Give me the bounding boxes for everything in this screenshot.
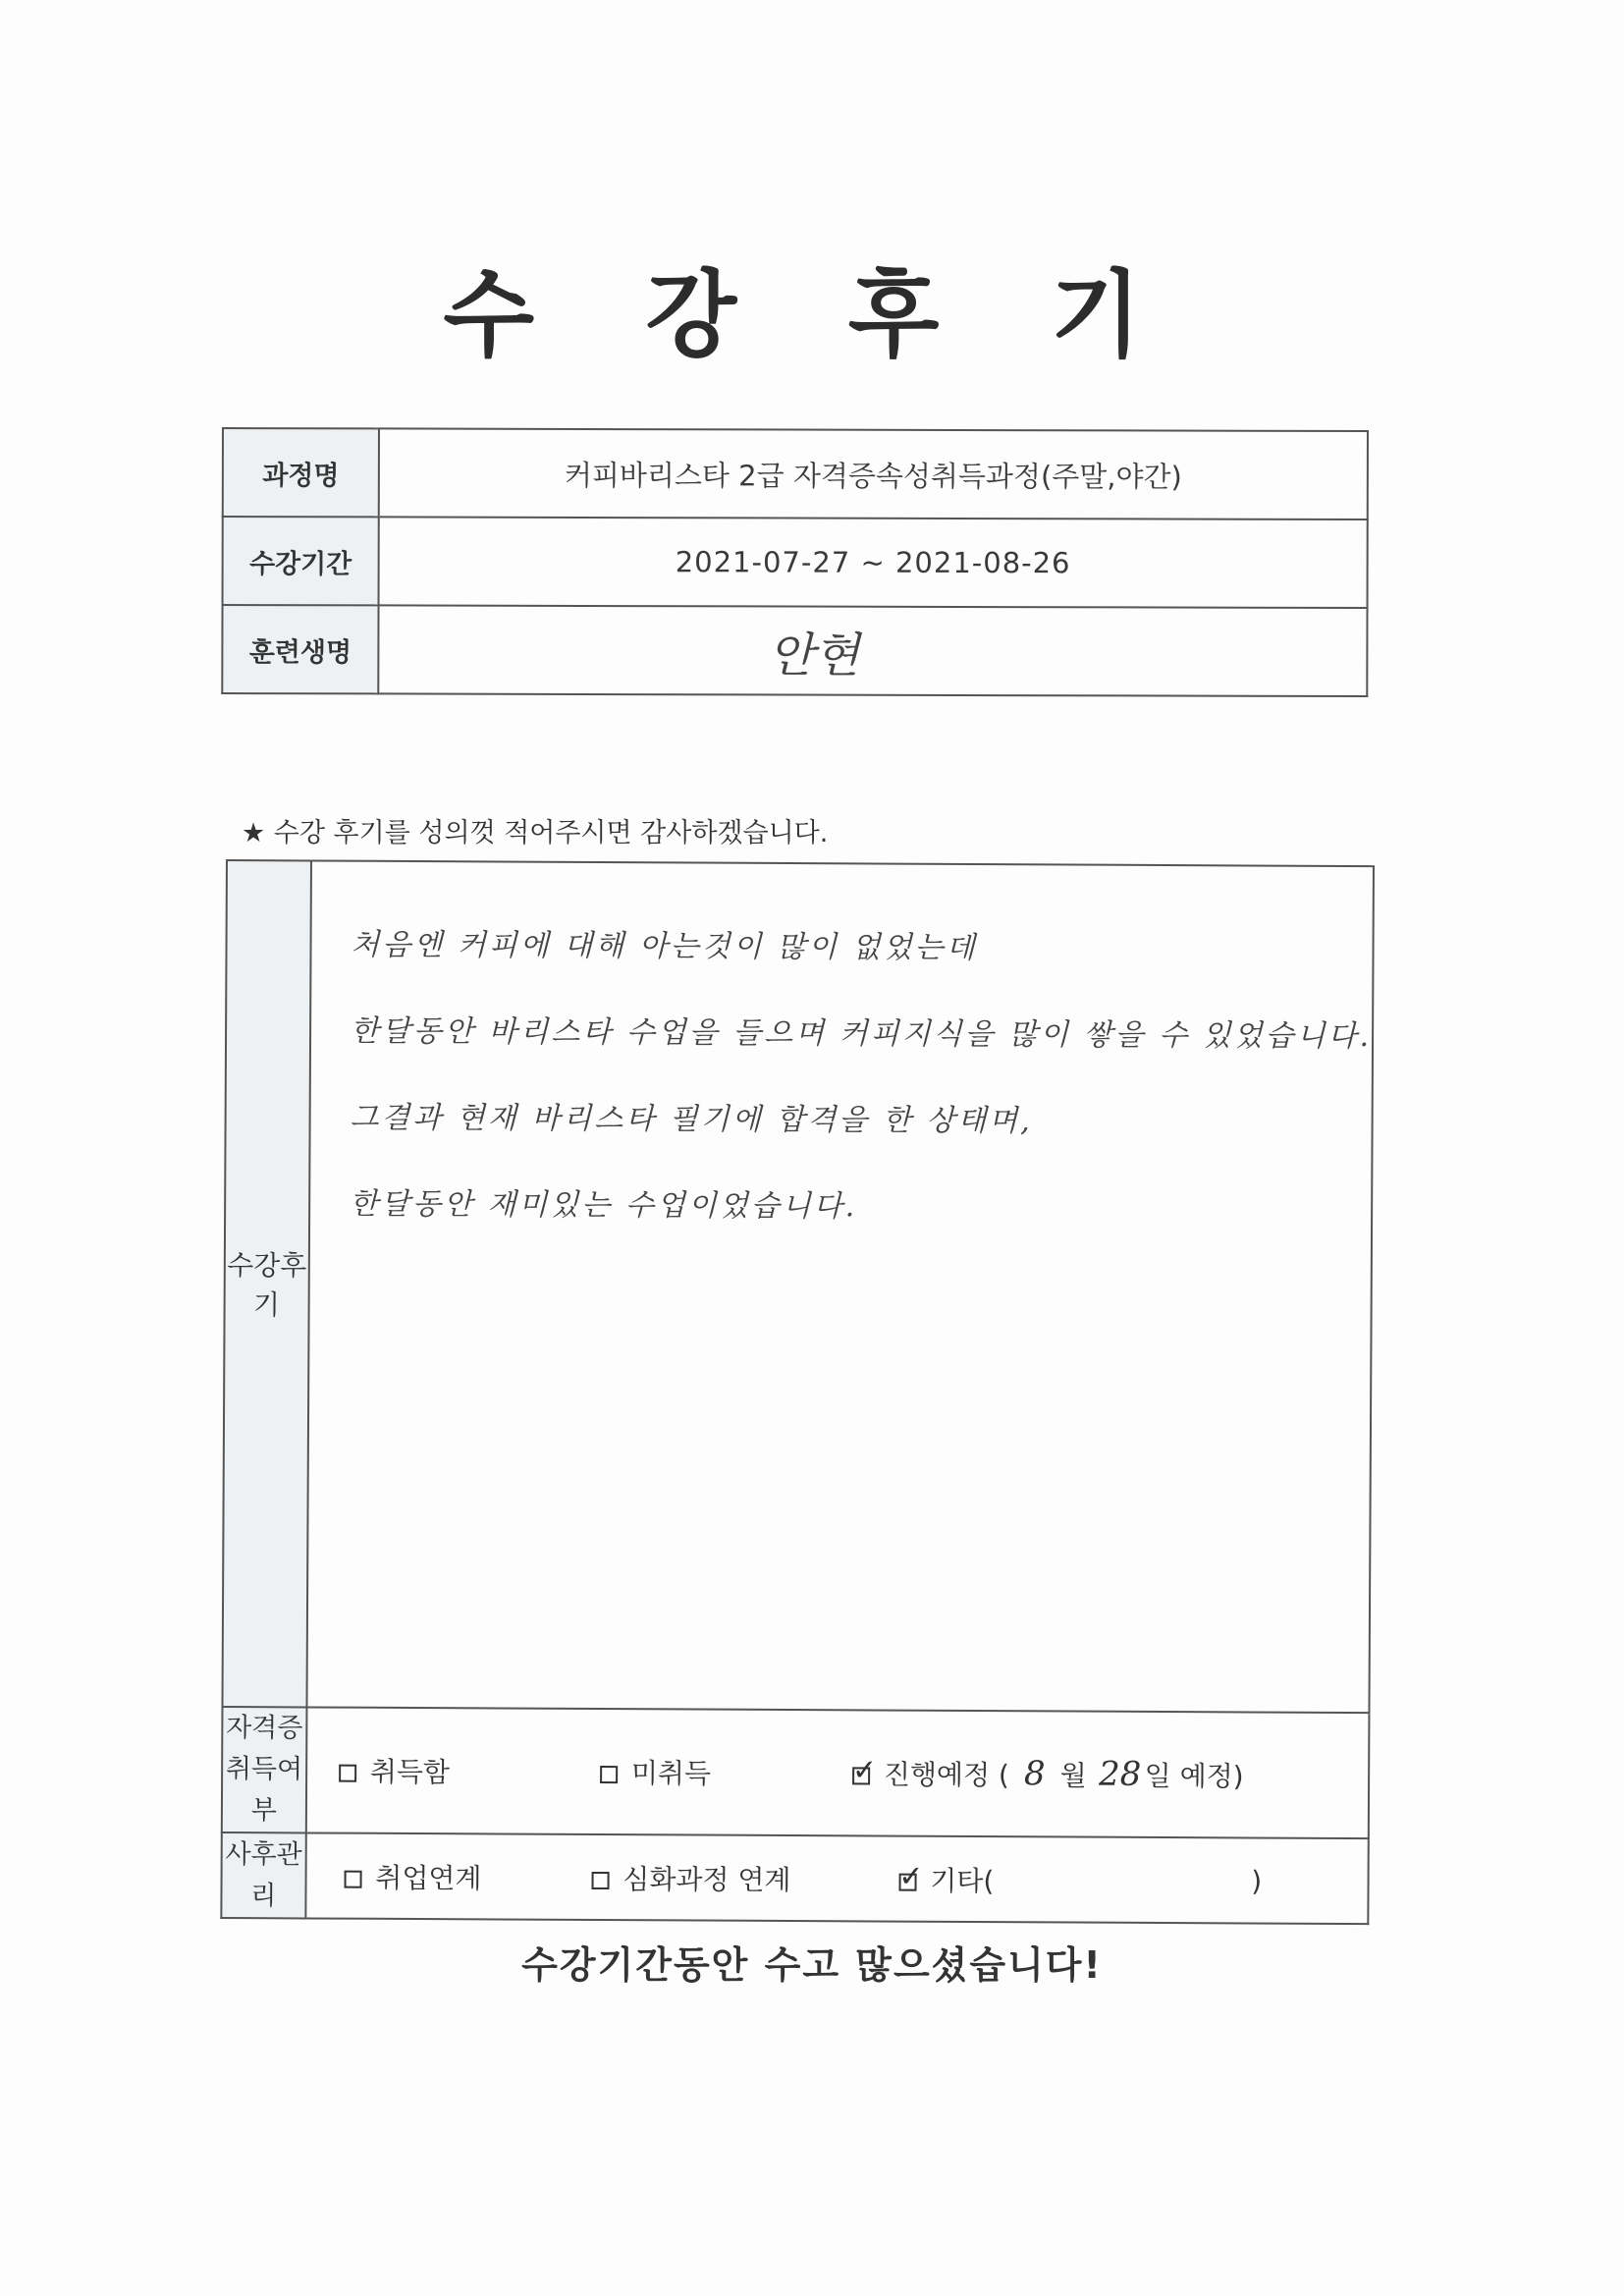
option-not-acquired-label: 미취득 bbox=[630, 1757, 712, 1790]
course-info-table bbox=[221, 427, 1369, 697]
certification-label-line2: 취득여부 bbox=[225, 1754, 303, 1827]
instruction-text: ★ 수강 후기를 성의껏 적어주시면 감사하겠습니다. bbox=[242, 818, 829, 848]
certification-label bbox=[222, 1707, 306, 1832]
trainee-row bbox=[222, 605, 1367, 696]
checkbox-other[interactable] bbox=[898, 1859, 924, 1894]
planned-day-handwritten: 28 bbox=[1098, 1754, 1142, 1794]
checkbox-not-acquired[interactable] bbox=[600, 1766, 618, 1783]
option-planned-label: 진행예정 ( bbox=[883, 1758, 1009, 1792]
course-value: 커피바리스타 2급 자격증속성취득과정(주말,야간) bbox=[379, 428, 1368, 519]
check-icon: ✓ bbox=[898, 1859, 924, 1894]
certification-row bbox=[222, 1707, 1370, 1838]
review-line-1: 처음엔 커피에 대해 아는것이 많이 없었는데 bbox=[351, 927, 978, 966]
aftercare-row bbox=[221, 1832, 1368, 1924]
month-unit: 월 bbox=[1059, 1759, 1087, 1792]
review-line-2: 한달동안 바리스타 수업을 들으며 커피지식을 많이 쌓을 수 있었습니다. bbox=[350, 1013, 1373, 1055]
aftercare-label: 사후관리 bbox=[221, 1832, 305, 1918]
checkbox-advanced[interactable] bbox=[591, 1871, 609, 1888]
trainee-name-handwritten: 안현 bbox=[768, 627, 860, 683]
closing-message: 수강기간동안 수고 많으셨습니다! bbox=[521, 1943, 1103, 1987]
review-row bbox=[222, 860, 1373, 1713]
option-other-label: 기타( bbox=[930, 1864, 995, 1897]
option-acquired-label: 취득함 bbox=[369, 1755, 451, 1789]
checkbox-acquired[interactable] bbox=[339, 1765, 356, 1782]
planned-month-handwritten: 8 bbox=[1023, 1754, 1046, 1794]
certification-options bbox=[306, 1707, 1370, 1838]
period-label: 수강기간 bbox=[223, 517, 379, 605]
checkbox-employment[interactable] bbox=[344, 1870, 361, 1887]
option-other[interactable] bbox=[898, 1859, 994, 1899]
course-label: 과정명 bbox=[223, 428, 379, 517]
review-line-3: 그결과 현재 바리스타 필기에 합격을 한 상태며, bbox=[350, 1100, 1033, 1139]
option-not-acquired[interactable] bbox=[600, 1752, 711, 1792]
review-handwritten-text bbox=[310, 861, 1373, 1267]
checkbox-planned[interactable] bbox=[851, 1753, 878, 1788]
page-title: 수 강 후 기 bbox=[443, 260, 1181, 370]
review-body bbox=[306, 860, 1374, 1713]
option-employment[interactable] bbox=[344, 1856, 481, 1896]
period-value: 2021-07-27 ~ 2021-08-26 bbox=[379, 517, 1368, 608]
option-other-close: ) bbox=[1251, 1864, 1263, 1897]
option-planned[interactable] bbox=[852, 1753, 1244, 1794]
check-icon: ✓ bbox=[851, 1753, 878, 1788]
trainee-label: 훈련생명 bbox=[222, 605, 378, 693]
review-line-4: 한달동안 재미있는 수업이었습니다. bbox=[349, 1186, 858, 1225]
option-advanced[interactable] bbox=[591, 1857, 790, 1897]
day-suffix: 일 예정) bbox=[1144, 1759, 1244, 1793]
option-employment-label: 취업연계 bbox=[375, 1861, 482, 1894]
period-row bbox=[223, 517, 1368, 608]
option-acquired[interactable] bbox=[339, 1751, 450, 1791]
option-advanced-label: 심화과정 연계 bbox=[623, 1862, 791, 1896]
aftercare-options bbox=[305, 1832, 1369, 1924]
certification-label-line1: 자격증 bbox=[226, 1713, 303, 1744]
course-row bbox=[223, 428, 1368, 519]
review-table bbox=[220, 859, 1375, 1925]
trainee-value-cell bbox=[378, 605, 1367, 696]
review-label: 수강후기 bbox=[222, 860, 310, 1707]
